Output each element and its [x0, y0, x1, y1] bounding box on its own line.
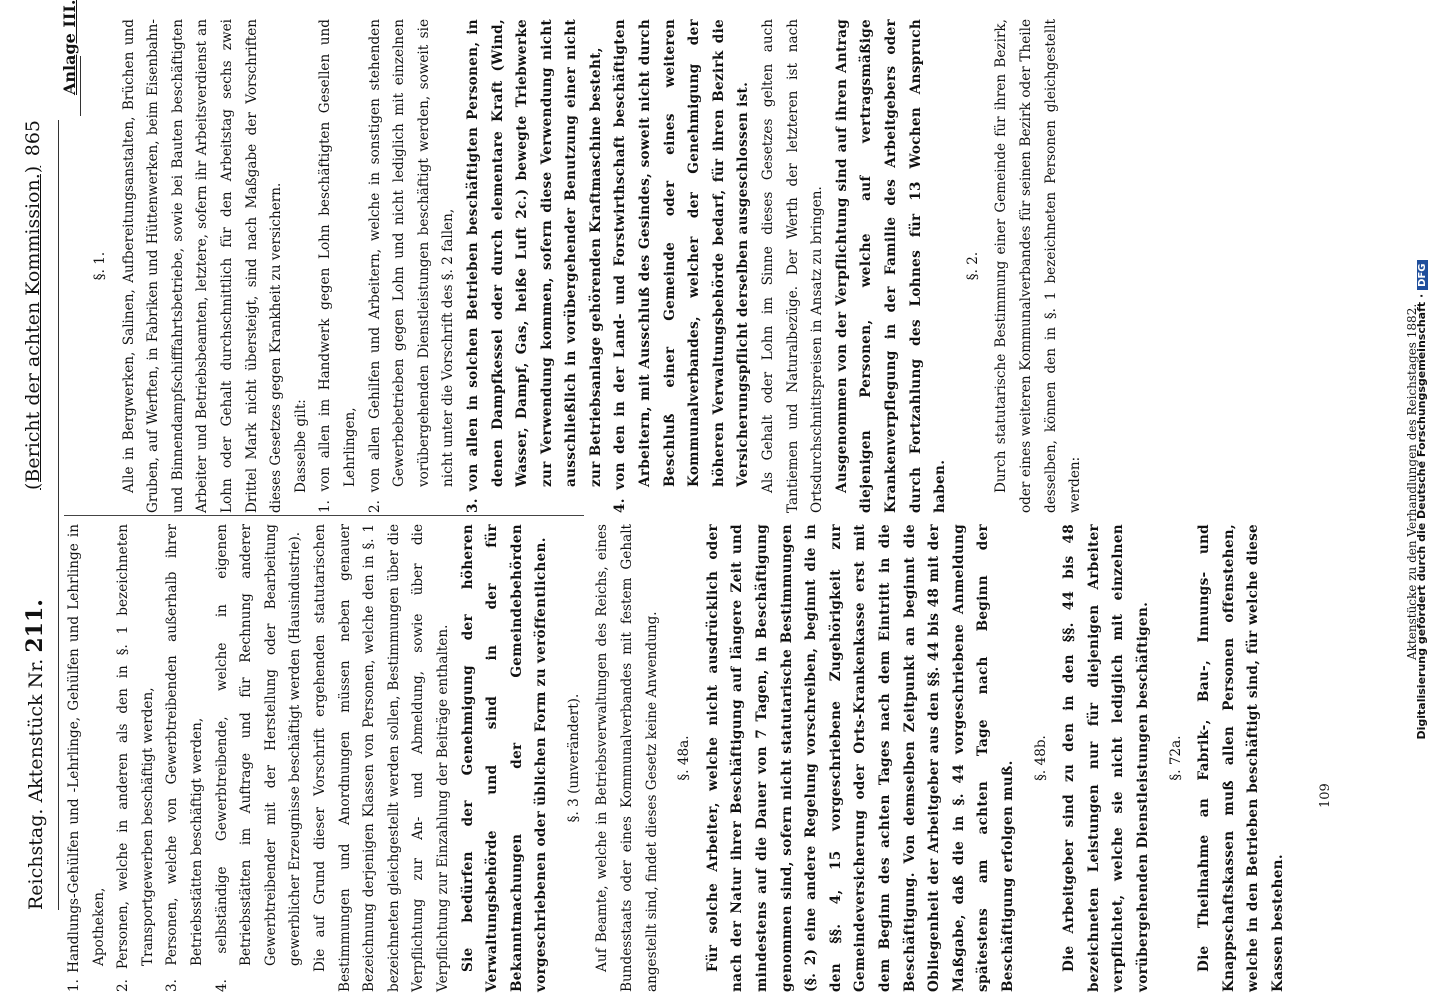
column-divider	[64, 515, 584, 516]
paragraph: Alle in Bergwerken, Salinen, Aufbereitungsanstalten, Brüchen und Gruben, auf Werften, in Fabriken und Hüttenwerken, beim Eisenbahn- und Binnendampfschifffahrtsbetriebe, sowie bei Bauten beschäftigten Arbeiter und Betriebsbeamten, letztere, sofern ihr Arbeitsverdienst an Lohn oder Gehalt durchschnittlich für den Arbeitstag sechs zwei Drittel Mark nicht übersteigt, sind nach Maßgabe der Vorschriften dieses Gesetzes gegen Krankheit zu versichern.	[120, 19, 285, 513]
list-item: 4. selbständige Gewerbtreibende, welche in eigenen Betriebsstätten im Auftrage und für Rechnung anderer Gewerbtreibender mit der Herstellung oder Bearbeitung gewerblicher Erzeugnisse beschäftigt werden (Hausindustrie).	[213, 524, 304, 992]
list-item: 3. Personen, welche von Gewerbtreibenden außerhalb ihrer Betriebsstätten beschäftigt werden,	[164, 524, 205, 992]
header-rule	[58, 120, 59, 910]
paragraph: Die auf Grund dieser Vorschrift ergehenden statutarischen Bestimmungen und Anordnungen müssen neben genauer Bezeichnung derjenigen Klassen von Personen, welche den in §. 1 bezeichneten gleichgestellt werden sollen, Bestimmungen über die Verpflichtung zur An- und Abmeldung, sowie über die Verpflichtung zur Einzahlung der Beiträge enthalten.	[311, 524, 451, 992]
dfg-logo: DFG	[1417, 261, 1428, 290]
paragraph: Durch statutarische Bestimmung einer Gemeinde für ihren Bezirk, oder eines weiteren Kommunalverbandes für seinen Bezirk oder Theile desselben, können den in §. 1 bezeichneten Personen gleichgestellt werden:	[993, 19, 1084, 513]
list-item-emphasized: 4. von den in der Land- und Forstwirthschaft beschäftigten Arbeitern, mit Ausschluß des Gesindes, soweit nicht durch Beschluß einer Gemeinde oder eines weiteren Kommunalverbandes, welcher der Genehmigung der höheren Verwaltungsbehörde bedarf, für ihren Bezirk die Versicherungspflicht derselben ausgeschlossen ist.	[612, 19, 752, 513]
section-heading: §. 48b.	[1032, 735, 1049, 781]
footer-source: Aktenstücke zu den Verhandlungen des Reichstages 1882.	[1405, 303, 1419, 660]
section-heading: §. 48a.	[676, 735, 693, 781]
header-commission: (Bericht der achten Kommission.)	[22, 165, 44, 490]
list-item-emphasized: 3. von allen in solchen Betrieben beschäftigten Personen, in denen Dampfkessel oder durch elementare Kraft (Wind, Wasser, Dampf, Gas, heiße Luft 2c.) bewegte Triebwerke zur Verwendung kommen, sofern diese Verwendung nicht ausschließlich in vorübergehender Benutzung einer nicht zur Betriebsanlage gehörenden Kraftmaschine besteht,	[464, 19, 604, 513]
paragraph: Auf Beamte, welche in Betriebsverwaltungen des Reichs, eines Bundesstaats oder eines Kommunalverbandes mit festem Gehalt angestellt sind, findet dieses Gesetz keine Anwendung.	[594, 524, 660, 992]
paragraph-emphasized: Ausgenommen von der Verpflichtung sind auf ihren Antrag diejenigen Personen, welche auf vertragsmäßige Krankenverpflegung in der Familie des Arbeitgebers oder durch Fortzahlung des Lohnes für 13 Wochen Anspruch haben.	[833, 19, 949, 513]
footer-page-number: 109	[1318, 783, 1333, 808]
header-left	[22, 599, 48, 910]
paragraph: Als Gehalt oder Lohn im Sinne dieses Gesetzes gelten auch Tantiemen und Naturalbezüge. Der Werth der letzteren ist nach Ortsdurchschnittspreisen in Ansatz zu bringen.	[760, 19, 826, 513]
digitization-text: Digitalisierung gefördert durch die Deutsche Forschungsgemeinschaft ·	[1415, 293, 1428, 740]
list-item: 2. Personen, welche in anderen als den in §. 1 bezeichneten Transportgewerben beschäftigt werden,	[115, 524, 156, 992]
page-number: 865	[22, 120, 44, 157]
list-item: 2. von allen Gehilfen und Arbeitern, welche in sonstigen stehenden Gewerbebetrieben gegen Lohn und nicht lediglich mit einzelnen vorübergehenden Dienstleistungen beschäftigt werden, soweit sie nicht unter die Vorschrift des §. 2 fallen,	[366, 19, 457, 513]
list-item: 1. Handlungs-Gehülfen und -Lehrlinge, Gehülfen und Lehrlinge in Apotheken,	[66, 524, 107, 992]
paragraph: Dasselbe gilt:	[292, 399, 309, 493]
page-header	[22, 120, 56, 910]
section-heading: §. 2.	[964, 251, 981, 281]
section-heading: §. 72a.	[1167, 735, 1184, 781]
document-number: 211.	[22, 599, 48, 653]
list-item: 1. von allen im Handwerk gegen Lohn beschäftigten Gesellen und Lehrlingen,	[317, 19, 358, 513]
left-column	[80, 19, 1088, 513]
digitization-note	[1415, 0, 1432, 1000]
paragraph-emphasized: Die Theilnahme an Fabrik-, Bau-, Innungs- und Knappschaftskassen muß allen Personen offenstehen, welche in den Betrieben beschäftigt sind, für welche diese Kassen bestehen.	[1196, 524, 1286, 992]
annex-label: Anlage III.	[60, 0, 79, 95]
header-title: Reichstag. Aktenstück Nr.	[25, 658, 47, 910]
paragraph-emphasized: Sie bedürfen der Genehmigung der höheren Verwaltungsbehörde und sind in der für Bekanntmachungen der Gemeindebehörden vorgeschriebenen oder üblichen Form zu veröffentlichen.	[459, 524, 550, 992]
section-heading: §. 3 (unverändert).	[565, 693, 582, 823]
right-column	[62, 524, 1291, 992]
section-heading: §. 1.	[92, 251, 108, 281]
paragraph-emphasized: Die Arbeitgeber sind zu den in den §§. 44 bis 48 bezeichneten Leistungen nur für diejenigen Arbeiter verpflichtet, welche sie nicht lediglich mit einzelnen vorübergehenden Dienstleistungen beschäftigen.	[1061, 524, 1151, 992]
paragraph-emphasized: Für solche Arbeiter, welche nicht ausdrücklich oder nach der Natur ihrer Beschäftigung auf längere Zeit und mindestens auf die Dauer von 7 Tagen, in Beschäftigung genommen sind, sofern nicht statutarische Bestimmungen (§. 2) eine andere Regelung vorschreiben, beginnt die in den §§. 4, 15 vorgeschriebene Zugehörigkeit zur Gemeindeversicherung oder Orts-Krankenkasse erst mit dem Beginn des achten Tages nach dem Eintritt in die Beschäftigung. Von demselben Zeitpunkt an beginnt die Obliegenheit der Arbeitgeber aus den §§. 44 bis 48 mit der Maßgabe, daß die in §. 44 vorgeschriebene Anmeldung spätestens am achten Tage nach Beginn der Beschäftigung erfolgen muß.	[704, 524, 1016, 992]
